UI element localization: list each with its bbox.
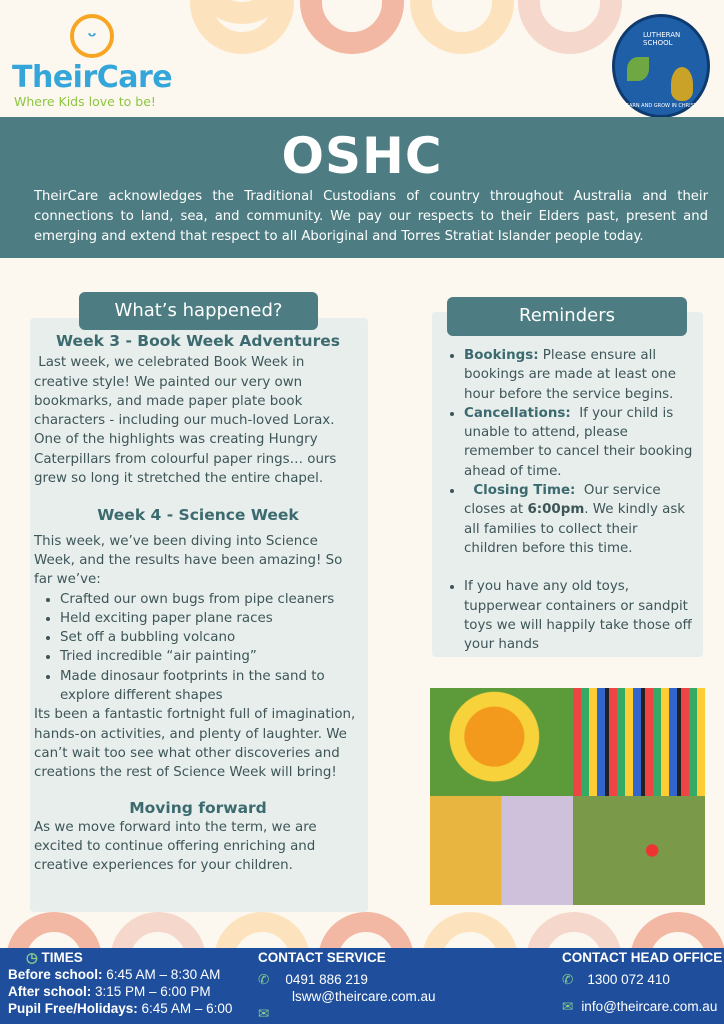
office-phone[interactable]: 1300 072 410 xyxy=(587,972,670,987)
leaf-icon xyxy=(627,57,649,81)
time-value: 6:45 AM – 6:00 xyxy=(137,1001,233,1016)
acknowledgement: TheirCare acknowledges the Traditional Custodians of country throughout Australia and their connections to land, sea, and community. We pay our respects to their Elders past, present and emerging and extend that respect to all Aboriginal and Torres Stratiat Islander people today. xyxy=(34,189,708,244)
decor-arc xyxy=(518,0,622,54)
photo-collage xyxy=(430,688,705,905)
service-phone[interactable]: 0491 886 219 xyxy=(285,972,368,987)
list-item xyxy=(464,481,693,558)
pipe-cleaner-bugs-photo xyxy=(573,796,705,905)
section-body: As we move forward into the term, we are excited to continue offering enriching and creative experiences for your children. xyxy=(34,819,317,874)
mail-icon: ✉ xyxy=(562,999,574,1014)
list-item: • Held exciting paper plane races xyxy=(60,609,362,628)
reminders-pill: Reminders xyxy=(447,297,687,336)
school-name: LUTHERAN xyxy=(643,31,681,39)
page-title: OSHC xyxy=(281,127,443,185)
time-label: Before school: xyxy=(8,967,103,982)
item-text: . We kindly ask all families to collect their children before this time. xyxy=(464,502,686,556)
times-block xyxy=(8,950,248,1017)
list-item xyxy=(464,404,697,481)
contact-head-office xyxy=(562,950,722,1015)
closing-time: 6:00pm xyxy=(527,502,585,518)
times-title: TIMES xyxy=(41,950,83,965)
section-title: Moving forward xyxy=(129,798,267,817)
whats-happened-card xyxy=(30,318,368,912)
lorax-craft-photo xyxy=(430,688,573,796)
section-body: Its been a fantastic fortnight full of imagination, hands-on activities, and plenty of laughter. We can’t wait too see what other discoveries and creations the rest of Science Week will bring! xyxy=(34,707,356,781)
time-label: After school: xyxy=(8,984,92,999)
clock-icon: ◷ xyxy=(26,950,38,965)
item-text: Our service closes at xyxy=(464,483,665,518)
section-body: Last week, we celebrated Book Week in creative style! We painted our very own bookmarks, and made paper plate book characters - including our much-loved Lorax. One of the highlights was creating Hungry Caterpillars from colourful paper rings… ours grew so long it stretched the entire chapel. xyxy=(34,355,341,487)
time-row xyxy=(8,966,248,983)
section-title: Week 3 - Book Week Adventures xyxy=(56,332,340,350)
office-title: CONTACT HEAD OFFICE xyxy=(562,950,723,965)
office-email[interactable]: info@theircare.com.au xyxy=(581,999,718,1014)
item-label: Cancellations: xyxy=(464,405,571,421)
list-item: • Set off a bubbling volcano xyxy=(60,628,362,647)
reminders-list xyxy=(464,346,697,654)
time-value: 6:45 AM – 8:30 AM xyxy=(102,967,221,982)
school-name: SCHOOL xyxy=(643,39,673,47)
list-item xyxy=(464,346,693,404)
item-label: Bookings: xyxy=(464,348,539,363)
smiley-icon: ᵕ xyxy=(70,14,114,58)
item-text: If you have any old toys, tupperwear containers or sandpit toys we will happily take those off your hands xyxy=(464,579,692,653)
phone-icon: ✆ xyxy=(258,972,270,987)
school-motto: LEARN AND GROW IN CHRIST xyxy=(623,103,697,109)
school-logo xyxy=(612,14,710,118)
phone-icon: ✆ xyxy=(562,972,574,987)
time-value: 3:15 PM – 6:00 PM xyxy=(91,984,211,999)
time-row xyxy=(8,983,248,1000)
service-title: CONTACT SERVICE xyxy=(258,950,386,965)
time-row xyxy=(8,1000,248,1017)
item-text: Please ensure all bookings are made at least one hour before the service begins. xyxy=(464,348,677,402)
theircare-logo xyxy=(12,12,172,112)
logo-text: TheirCare xyxy=(12,60,173,95)
time-label: Pupil Free/Holidays: xyxy=(8,1001,138,1016)
whats-happened-pill: What’s happened? xyxy=(79,292,318,330)
butterfly-drawing-photo xyxy=(430,796,573,905)
bookmarks-photo xyxy=(573,688,705,796)
logo-tagline: Where Kids love to be! xyxy=(14,94,156,109)
section-title: Week 4 - Science Week xyxy=(97,506,299,525)
footer xyxy=(0,948,724,1024)
reminders-card xyxy=(432,312,703,657)
section-body: This week, we’ve been diving into Science Week, and the results have been amazing! So far we’ve: xyxy=(34,533,343,588)
contact-service xyxy=(258,950,436,1022)
list-item: • Crafted our own bugs from pipe cleaners xyxy=(60,590,362,609)
item-label: Closing Time: xyxy=(464,483,576,499)
decor-arc xyxy=(410,0,514,54)
decor-arc xyxy=(300,0,404,54)
decor-arc xyxy=(190,0,294,54)
list-item: • Made dinosaur footprints in the sand to explore different shapes xyxy=(60,667,362,706)
item-text: If your child is unable to attend, please remember to cancel their booking ahead of time. xyxy=(464,405,697,479)
service-email[interactable]: lsww@theircare.com.au xyxy=(292,989,436,1004)
banner xyxy=(0,117,724,258)
wheat-icon xyxy=(671,67,693,101)
list-item: • Tried incredible “air painting” xyxy=(60,647,362,666)
activity-list xyxy=(60,590,362,706)
list-item xyxy=(464,577,693,654)
mail-icon: ✉ xyxy=(258,1006,270,1021)
